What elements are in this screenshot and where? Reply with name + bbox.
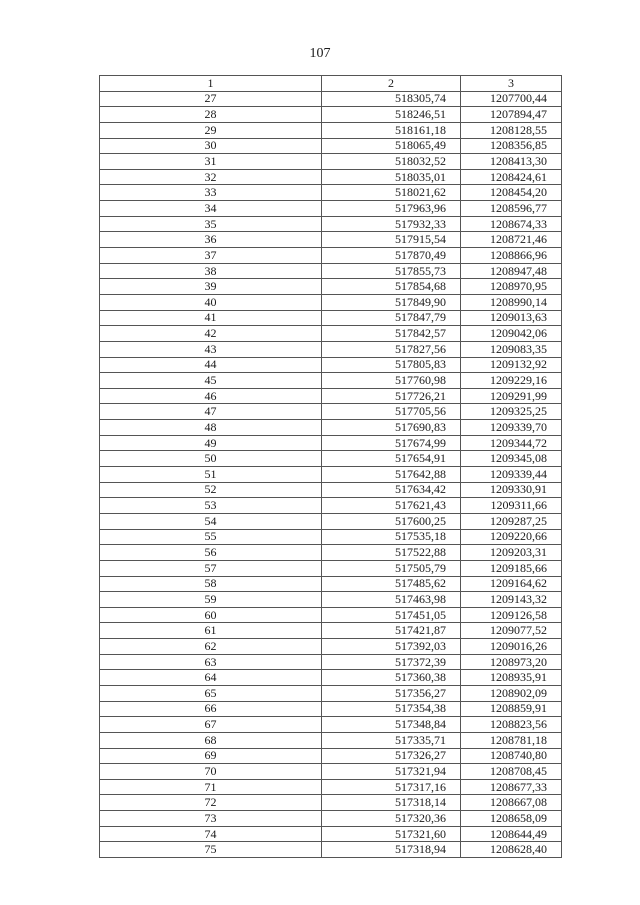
cell-x-coordinate: 517321,94 [322, 764, 461, 780]
cell-x-coordinate: 517463,98 [322, 592, 461, 608]
cell-x-coordinate: 517356,27 [322, 685, 461, 701]
cell-point-number: 34 [100, 201, 322, 217]
cell-y-coordinate: 1207894,47 [461, 107, 562, 123]
cell-point-number: 29 [100, 122, 322, 138]
cell-y-coordinate: 1209339,70 [461, 420, 562, 436]
cell-x-coordinate: 517505,79 [322, 560, 461, 576]
cell-point-number: 32 [100, 169, 322, 185]
cell-x-coordinate: 518032,52 [322, 154, 461, 170]
cell-x-coordinate: 517642,88 [322, 467, 461, 483]
cell-point-number: 31 [100, 154, 322, 170]
cell-y-coordinate: 1207700,44 [461, 91, 562, 107]
cell-point-number: 69 [100, 748, 322, 764]
table-row [100, 248, 562, 264]
cell-x-coordinate: 517621,43 [322, 498, 461, 514]
table-row [100, 529, 562, 545]
cell-point-number: 71 [100, 779, 322, 795]
cell-x-coordinate: 518065,49 [322, 138, 461, 154]
cell-x-coordinate: 517451,05 [322, 607, 461, 623]
cell-y-coordinate: 1208935,91 [461, 670, 562, 686]
cell-point-number: 35 [100, 216, 322, 232]
cell-x-coordinate: 517805,83 [322, 357, 461, 373]
cell-y-coordinate: 1208866,96 [461, 248, 562, 264]
column-header-y: 3 [461, 76, 562, 92]
cell-y-coordinate: 1208947,48 [461, 263, 562, 279]
cell-x-coordinate: 517932,33 [322, 216, 461, 232]
cell-point-number: 51 [100, 467, 322, 483]
table-row [100, 154, 562, 170]
table-row [100, 310, 562, 326]
table-row [100, 263, 562, 279]
table-row [100, 607, 562, 623]
cell-point-number: 55 [100, 529, 322, 545]
table-row [100, 232, 562, 248]
cell-x-coordinate: 517535,18 [322, 529, 461, 545]
cell-y-coordinate: 1209203,31 [461, 545, 562, 561]
cell-point-number: 37 [100, 248, 322, 264]
cell-y-coordinate: 1208970,95 [461, 279, 562, 295]
table-row [100, 404, 562, 420]
table-row [100, 451, 562, 467]
cell-y-coordinate: 1208859,91 [461, 701, 562, 717]
cell-point-number: 68 [100, 732, 322, 748]
cell-x-coordinate: 517321,60 [322, 826, 461, 842]
cell-point-number: 41 [100, 310, 322, 326]
cell-x-coordinate: 518021,62 [322, 185, 461, 201]
table-row [100, 122, 562, 138]
cell-y-coordinate: 1208823,56 [461, 717, 562, 733]
cell-y-coordinate: 1208128,55 [461, 122, 562, 138]
cell-y-coordinate: 1208596,77 [461, 201, 562, 217]
table-row [100, 842, 562, 858]
table-row [100, 592, 562, 608]
table-row [100, 513, 562, 529]
cell-point-number: 27 [100, 91, 322, 107]
cell-x-coordinate: 518161,18 [322, 122, 461, 138]
table-row [100, 654, 562, 670]
cell-y-coordinate: 1208454,20 [461, 185, 562, 201]
cell-x-coordinate: 517849,90 [322, 294, 461, 310]
table-row [100, 467, 562, 483]
coordinates-table [99, 75, 562, 858]
cell-x-coordinate: 517726,21 [322, 388, 461, 404]
cell-y-coordinate: 1208667,08 [461, 795, 562, 811]
cell-point-number: 62 [100, 639, 322, 655]
cell-x-coordinate: 517634,42 [322, 482, 461, 498]
cell-x-coordinate: 517326,27 [322, 748, 461, 764]
table-row [100, 185, 562, 201]
cell-y-coordinate: 1209126,58 [461, 607, 562, 623]
table-row [100, 732, 562, 748]
cell-point-number: 30 [100, 138, 322, 154]
cell-x-coordinate: 517318,14 [322, 795, 461, 811]
cell-point-number: 58 [100, 576, 322, 592]
cell-y-coordinate: 1209013,63 [461, 310, 562, 326]
cell-y-coordinate: 1208781,18 [461, 732, 562, 748]
cell-y-coordinate: 1208677,33 [461, 779, 562, 795]
cell-point-number: 38 [100, 263, 322, 279]
cell-point-number: 36 [100, 232, 322, 248]
cell-x-coordinate: 517705,56 [322, 404, 461, 420]
cell-point-number: 42 [100, 326, 322, 342]
cell-point-number: 73 [100, 811, 322, 827]
cell-x-coordinate: 517855,73 [322, 263, 461, 279]
cell-y-coordinate: 1209344,72 [461, 435, 562, 451]
cell-point-number: 52 [100, 482, 322, 498]
cell-x-coordinate: 517827,56 [322, 341, 461, 357]
cell-x-coordinate: 517392,03 [322, 639, 461, 655]
cell-x-coordinate: 518035,01 [322, 169, 461, 185]
cell-y-coordinate: 1208990,14 [461, 294, 562, 310]
column-header-number: 1 [100, 76, 322, 92]
cell-point-number: 50 [100, 451, 322, 467]
cell-x-coordinate: 517421,87 [322, 623, 461, 639]
cell-x-coordinate: 517320,36 [322, 811, 461, 827]
cell-y-coordinate: 1209339,44 [461, 467, 562, 483]
cell-point-number: 60 [100, 607, 322, 623]
cell-point-number: 39 [100, 279, 322, 295]
table-row [100, 435, 562, 451]
cell-x-coordinate: 517842,57 [322, 326, 461, 342]
cell-point-number: 59 [100, 592, 322, 608]
table-row [100, 623, 562, 639]
cell-y-coordinate: 1209016,26 [461, 639, 562, 655]
cell-point-number: 45 [100, 373, 322, 389]
cell-y-coordinate: 1209287,25 [461, 513, 562, 529]
cell-y-coordinate: 1208721,46 [461, 232, 562, 248]
cell-point-number: 74 [100, 826, 322, 842]
table-row [100, 560, 562, 576]
cell-x-coordinate: 517317,16 [322, 779, 461, 795]
cell-point-number: 46 [100, 388, 322, 404]
table-row [100, 341, 562, 357]
cell-point-number: 47 [100, 404, 322, 420]
cell-point-number: 61 [100, 623, 322, 639]
cell-point-number: 67 [100, 717, 322, 733]
cell-point-number: 66 [100, 701, 322, 717]
cell-x-coordinate: 518246,51 [322, 107, 461, 123]
cell-y-coordinate: 1208973,20 [461, 654, 562, 670]
table-row [100, 138, 562, 154]
cell-point-number: 40 [100, 294, 322, 310]
table-row [100, 388, 562, 404]
table-row [100, 764, 562, 780]
table-row [100, 294, 562, 310]
table-row [100, 685, 562, 701]
cell-x-coordinate: 518305,74 [322, 91, 461, 107]
cell-y-coordinate: 1208413,30 [461, 154, 562, 170]
cell-y-coordinate: 1209164,62 [461, 576, 562, 592]
cell-point-number: 75 [100, 842, 322, 858]
table-row [100, 279, 562, 295]
cell-y-coordinate: 1209229,16 [461, 373, 562, 389]
cell-point-number: 49 [100, 435, 322, 451]
cell-y-coordinate: 1209291,99 [461, 388, 562, 404]
cell-point-number: 43 [100, 341, 322, 357]
table-row [100, 670, 562, 686]
cell-y-coordinate: 1209185,66 [461, 560, 562, 576]
cell-x-coordinate: 517600,25 [322, 513, 461, 529]
table-row [100, 795, 562, 811]
cell-x-coordinate: 517522,88 [322, 545, 461, 561]
cell-point-number: 63 [100, 654, 322, 670]
cell-x-coordinate: 517335,71 [322, 732, 461, 748]
cell-x-coordinate: 517674,99 [322, 435, 461, 451]
table-row [100, 107, 562, 123]
cell-x-coordinate: 517760,98 [322, 373, 461, 389]
cell-point-number: 53 [100, 498, 322, 514]
cell-point-number: 65 [100, 685, 322, 701]
cell-y-coordinate: 1208902,09 [461, 685, 562, 701]
cell-y-coordinate: 1208356,85 [461, 138, 562, 154]
table-row [100, 326, 562, 342]
cell-y-coordinate: 1209132,92 [461, 357, 562, 373]
cell-y-coordinate: 1209042,06 [461, 326, 562, 342]
cell-x-coordinate: 517318,94 [322, 842, 461, 858]
cell-y-coordinate: 1209345,08 [461, 451, 562, 467]
cell-x-coordinate: 517963,96 [322, 201, 461, 217]
cell-point-number: 33 [100, 185, 322, 201]
table-row [100, 701, 562, 717]
table-row [100, 201, 562, 217]
cell-x-coordinate: 517354,38 [322, 701, 461, 717]
cell-y-coordinate: 1209077,52 [461, 623, 562, 639]
table-row [100, 91, 562, 107]
cell-y-coordinate: 1208740,80 [461, 748, 562, 764]
table-row [100, 576, 562, 592]
cell-x-coordinate: 517485,62 [322, 576, 461, 592]
cell-point-number: 56 [100, 545, 322, 561]
cell-x-coordinate: 517690,83 [322, 420, 461, 436]
table-row [100, 545, 562, 561]
column-header-x: 2 [322, 76, 461, 92]
table-row [100, 498, 562, 514]
cell-y-coordinate: 1209330,91 [461, 482, 562, 498]
cell-x-coordinate: 517348,84 [322, 717, 461, 733]
cell-x-coordinate: 517372,39 [322, 654, 461, 670]
table-row [100, 216, 562, 232]
cell-y-coordinate: 1209325,25 [461, 404, 562, 420]
cell-point-number: 44 [100, 357, 322, 373]
table-header-row [100, 76, 562, 92]
cell-point-number: 54 [100, 513, 322, 529]
cell-y-coordinate: 1209083,35 [461, 341, 562, 357]
cell-y-coordinate: 1208708,45 [461, 764, 562, 780]
cell-y-coordinate: 1208658,09 [461, 811, 562, 827]
table-row [100, 169, 562, 185]
cell-y-coordinate: 1208628,40 [461, 842, 562, 858]
cell-point-number: 64 [100, 670, 322, 686]
table-row [100, 779, 562, 795]
cell-x-coordinate: 517870,49 [322, 248, 461, 264]
cell-y-coordinate: 1208644,49 [461, 826, 562, 842]
table-row [100, 373, 562, 389]
cell-point-number: 72 [100, 795, 322, 811]
cell-x-coordinate: 517847,79 [322, 310, 461, 326]
cell-y-coordinate: 1209311,66 [461, 498, 562, 514]
cell-point-number: 70 [100, 764, 322, 780]
cell-x-coordinate: 517654,91 [322, 451, 461, 467]
cell-x-coordinate: 517360,38 [322, 670, 461, 686]
cell-point-number: 28 [100, 107, 322, 123]
cell-y-coordinate: 1209143,32 [461, 592, 562, 608]
cell-x-coordinate: 517915,54 [322, 232, 461, 248]
table-row [100, 482, 562, 498]
cell-y-coordinate: 1209220,66 [461, 529, 562, 545]
cell-point-number: 48 [100, 420, 322, 436]
table-row [100, 811, 562, 827]
cell-y-coordinate: 1208674,33 [461, 216, 562, 232]
table-row [100, 717, 562, 733]
table-body [100, 91, 562, 857]
cell-x-coordinate: 517854,68 [322, 279, 461, 295]
cell-y-coordinate: 1208424,61 [461, 169, 562, 185]
table-row [100, 826, 562, 842]
table-row [100, 357, 562, 373]
table-row [100, 639, 562, 655]
table-row [100, 748, 562, 764]
table-row [100, 420, 562, 436]
page-number: 107 [309, 46, 331, 61]
cell-point-number: 57 [100, 560, 322, 576]
